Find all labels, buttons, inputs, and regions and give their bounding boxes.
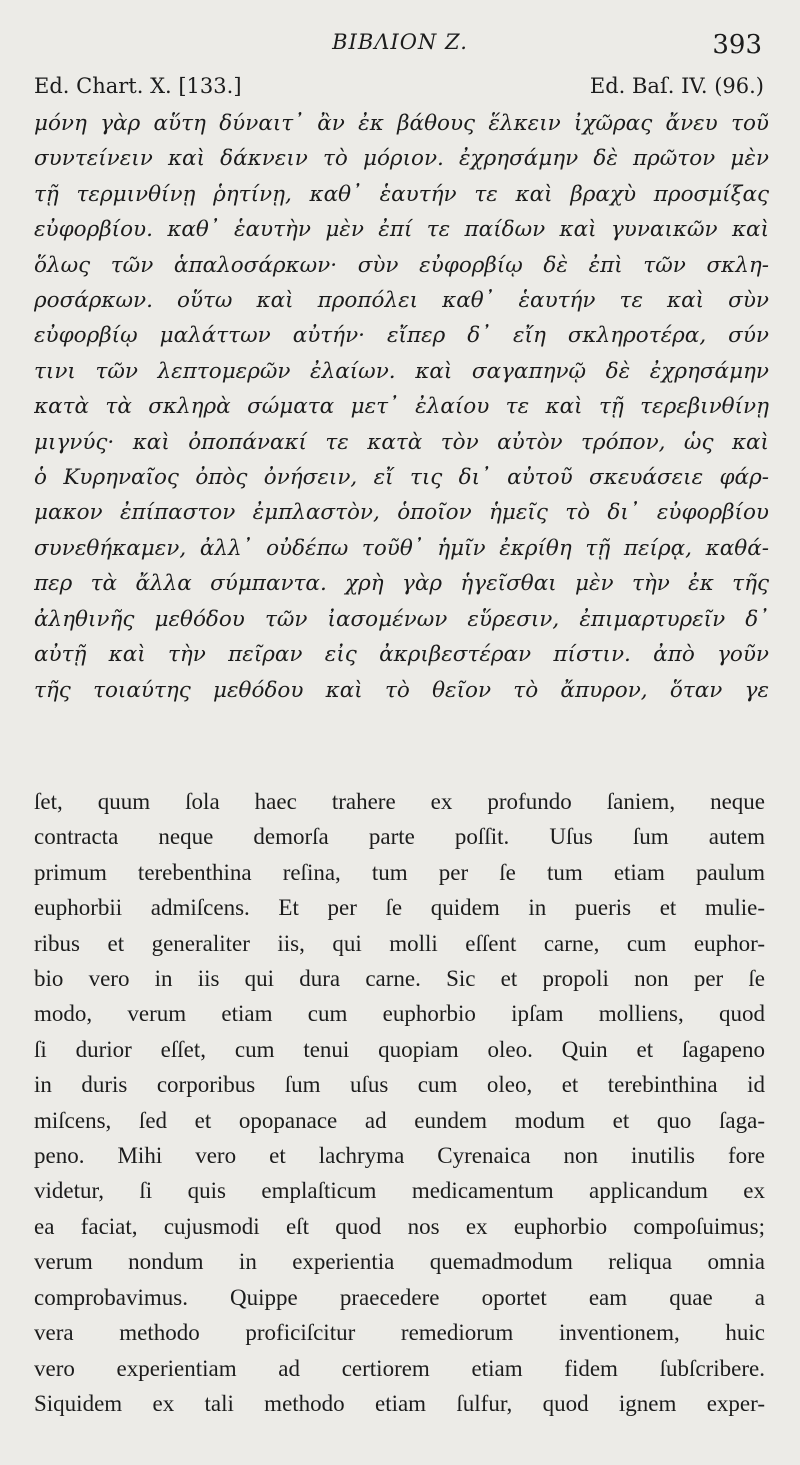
greek-line: συνεθήκαμεν, ἀλλ᾽ οὐδέπω τοῦθ᾽ ἡμῖν ἐκρίθη τῇ πείρᾳ, καθά-	[34, 535, 769, 561]
greek-line: ὅλως τῶν ἁπαλοσάρκων· σὺν εὐφορβίῳ δὲ ἐπὶ τῶν σκλη-	[34, 252, 769, 278]
greek-line: τινι τῶν λεπτομερῶν ἐλαίων. καὶ σαγαπηνῷ δὲ ἐχρησάμην	[34, 358, 769, 384]
greek-line: εὐφορβίῳ μαλάττων αὐτήν· εἴπερ δ᾽ εἴη σκληροτέρα, σύν	[34, 323, 769, 349]
latin-line: in duris corporibus ſum uſus cum oleo, et terebinthina id	[34, 1072, 765, 1098]
latin-line: contracta neque demorſa parte poſſit. Uſus ſum autem	[34, 824, 765, 850]
greek-line: τῆς τοιαύτης μεθόδου καὶ τὸ θεῖον τὸ ἄπυρον, ὅταν γε	[34, 677, 769, 703]
latin-line: vera methodo proficiſcitur remediorum inventionem, huic	[34, 1320, 765, 1346]
running-title: BIBΛION Z.	[332, 30, 468, 54]
latin-line: Siquidem ex tali methodo etiam ſulfur, quod ignem exper-	[34, 1390, 765, 1416]
latin-line: peno. Mihi vero et lachryma Cyrenaica non inutilis fore	[34, 1143, 765, 1169]
greek-line: τῇ τερμινθίνῃ ῥητίνῃ, καθ᾽ ἑαυτήν τε καὶ βραχὺ προσμίξας	[34, 181, 769, 207]
latin-line: ribus et generaliter iis, qui molli eſſent carne, cum euphor-	[34, 930, 765, 956]
greek-line: μακον ἐπίπαστον ἐμπλαστὸν, ὁποῖον ἡμεῖς τὸ δι᾽ εὐφορβίου	[34, 500, 769, 526]
latin-line: miſcens, ſed et opopanace ad eundem modum et quo ſaga-	[34, 1107, 765, 1133]
greek-text-block	[34, 106, 769, 708]
greek-line: ὁ Κυρηναῖος ὀπὸς ὀνήσειν, εἴ τις δι᾽ αὐτοῦ σκευάσειε φάρ-	[34, 465, 769, 491]
greek-line: ροσάρκων. οὕτω καὶ προπόλει καθ᾽ ἑαυτήν τε καὶ σὺν	[34, 288, 769, 314]
greek-line: μιγνύς· καὶ ὀποπάνακί τε κατὰ τὸν αὐτὸν τρόπον, ὡς καὶ	[34, 429, 769, 455]
greek-line: περ τὰ ἄλλα σύμπαντα. χρὴ γὰρ ἡγεῖσθαι μὲν τὴν ἐκ τῆς	[34, 571, 769, 597]
latin-line: ſi durior eſſet, cum tenui quopiam oleo. Quin et ſagapeno	[34, 1036, 765, 1062]
greek-line: μόνη γὰρ αὕτη δύναιτ᾽ ἂν ἐκ βάθους ἕλκειν ἰχῶρας ἄνευ τοῦ	[34, 111, 769, 136]
latin-line: bio vero in iis qui dura carne. Sic et propoli non per ſe	[34, 966, 765, 992]
greek-line: εὐφορβίου. καθ᾽ ἑαυτὴν μὲν ἐπί τε παίδων καὶ γυναικῶν καὶ	[34, 217, 769, 243]
greek-line: συντείνειν καὶ δάκνειν τὸ μόριον. ἐχρησάμην δὲ πρῶτον μὲν	[34, 146, 769, 172]
latin-line: ſet, quum ſola haec trahere ex profundo ſaniem, neque	[34, 789, 765, 814]
latin-line: euphorbii admiſcens. Et per ſe quidem in pueris et mulie-	[34, 895, 765, 921]
latin-line: verum nondum in experientia quemadmodum reliqua omnia	[34, 1249, 765, 1275]
latin-line: primum terebenthina reſina, tum per ſe tum etiam paulum	[34, 859, 765, 885]
latin-line: comprobavimus. Quippe praecedere oportet eam quae a	[34, 1284, 765, 1310]
page-number: 393	[712, 30, 762, 60]
edition-references	[34, 74, 764, 98]
greek-line: αὐτῇ καὶ τὴν πεῖραν εἰς ἀκριβεστέραν πίστιν. ἀπὸ γοῦν	[34, 642, 769, 668]
latin-line: videtur, ſi quis emplaſticum medicamentum applicandum ex	[34, 1178, 765, 1204]
latin-text-block	[34, 784, 765, 1421]
greek-line: ἀληθινῆς μεθόδου τῶν ἰασομένων εὕρεσιν, ἐπιμαρτυρεῖν δ᾽	[34, 606, 769, 632]
latin-line: ea faciat, cujusmodi eſt quod nos ex euphorbio compoſuimus;	[34, 1213, 765, 1239]
edition-chart-reference: Ed. Chart. X. [133.]	[34, 74, 242, 98]
greek-line: κατὰ τὰ σκληρὰ σώματα μετ᾽ ἐλαίου τε καὶ τῇ τερεβινθίνῃ	[34, 394, 769, 420]
latin-line: modo, verum etiam cum euphorbio ipſam molliens, quod	[34, 1001, 765, 1027]
latin-line: vero experientiam ad certiorem etiam fidem ſubſcribere.	[34, 1355, 765, 1381]
edition-basel-reference: Ed. Baſ. IV. (96.)	[589, 74, 764, 98]
